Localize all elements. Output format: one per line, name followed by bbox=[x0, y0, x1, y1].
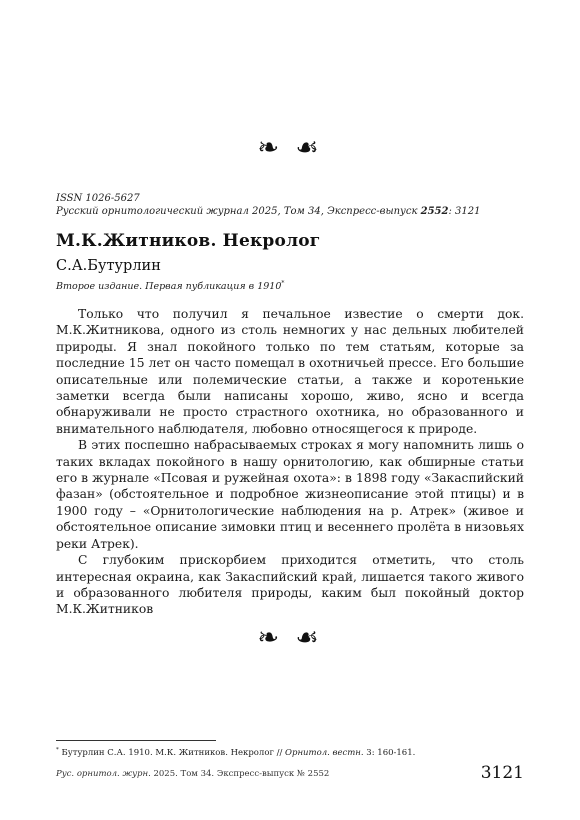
paragraph-1: Только что получил я печальное известие о смерти док. М.К.Житникова, одного из столь немногих у нас дельных любителей природы. Я знал покойного только по тем статьям, которые за последние 15 лет он часто помещал в охотничьей прессе. Его большие описательные или полемические статьи, а также и коротенькие заметки всегда были написаны хорошо, живо, ясно и всегда обнаруживали не просто страстного охотника, но образованного и внимательного наблюдателя, любовно относящегося к природе. bbox=[56, 307, 524, 436]
journal-line bbox=[56, 205, 480, 218]
edition-text: Второе издание. Первая публикация в 1910 bbox=[56, 281, 282, 293]
article-author: С.А.Бутурлин bbox=[56, 258, 161, 274]
footer-journal: Рус. орнитол. журн. bbox=[56, 769, 151, 779]
footer-issue: 2025. Том 34. Экспресс-выпуск № 2552 bbox=[150, 769, 330, 779]
footnote bbox=[56, 745, 415, 759]
article-title: М.К.Житников. Некролог bbox=[56, 231, 321, 251]
footnote-text: Бутурлин С.А. 1910. М.К. Житников. Некролог // bbox=[58, 747, 286, 758]
page-ref: : 3121 bbox=[448, 206, 481, 217]
issn-line: ISSN 1026-5627 bbox=[56, 193, 140, 204]
paragraph-3: С глубоким прискорбием приходится отметить, что столь интересная окраина, как Закаспийский край, лишается такого живого и образованного любителя природы, каким был покойный доктор М.К.Житников bbox=[56, 553, 524, 617]
footnote-pages: 3: 160-161. bbox=[363, 747, 416, 758]
footnote-marker: * bbox=[56, 747, 59, 753]
ornament-top: ❧ ☙ bbox=[257, 133, 323, 163]
issue-number: 2552 bbox=[420, 206, 449, 217]
paragraph-2: В этих поспешно набрасываемых строках я могу напомнить лишь о таких вкладах покойного в нашу орнитологию, как обширные статьи его в журнале «Псовая и ружейная охота»: в 1898 году «Закаспийский фазан» (обстоятельное и подробное жизнеописание этой птицы) и в 1900 году – «Орнитологические наблюдения на р. Атрек» (живое и обстоятельное описание зимовки птиц и весеннего пролёта в низовьях реки Атрек). bbox=[56, 438, 524, 551]
edition-footnote-marker: * bbox=[281, 280, 285, 287]
page-number: 3121 bbox=[480, 763, 524, 783]
journal-name: Русский орнитологический журнал 2025, Том 34, Экспресс-выпуск bbox=[56, 206, 421, 217]
article-body bbox=[56, 306, 524, 618]
ornament-bottom: ❧ ☙ bbox=[257, 623, 323, 653]
footnote-journal: Орнитол. вестн. bbox=[285, 747, 364, 758]
running-footer bbox=[56, 769, 329, 779]
edition-note bbox=[56, 280, 284, 292]
footnote-divider bbox=[56, 740, 216, 741]
